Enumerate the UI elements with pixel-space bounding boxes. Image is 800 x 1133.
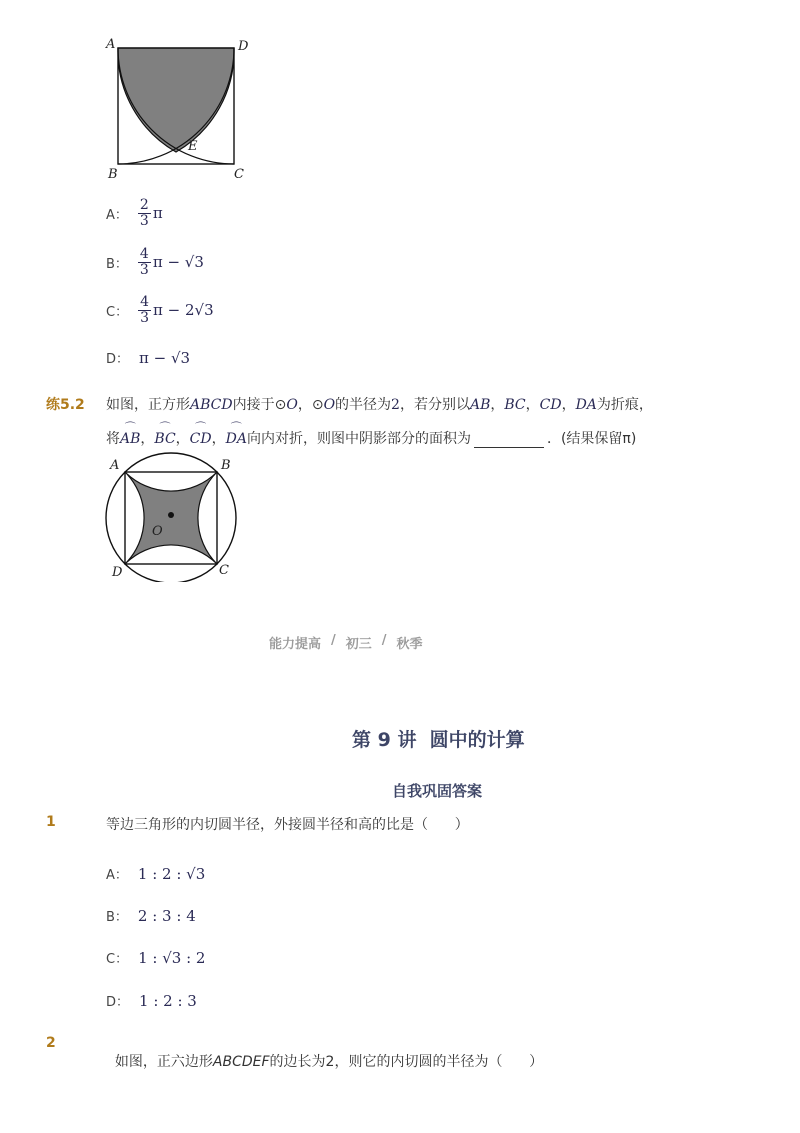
option-expr: π − √3: [139, 348, 191, 367]
label-d: D: [112, 565, 123, 580]
fraction: $\frac{2}{3}$: [139, 197, 149, 229]
label-e: E: [188, 139, 198, 154]
figure-circle-square: [100, 452, 245, 582]
option-expr: $\frac{2}{3}$ π: [139, 197, 163, 229]
label-b: B: [108, 167, 118, 182]
option-letter: C：: [106, 304, 129, 320]
exercise-tag: 练5.2: [46, 397, 85, 413]
question-number: 1: [46, 814, 56, 830]
shaded-region: [118, 48, 234, 152]
label-d: D: [238, 39, 249, 54]
option-c: [106, 295, 214, 325]
question-text: 等边三角形的内切圆半径，外接圆半径和高的比是（ ）: [106, 817, 469, 833]
page-footer: 能力提高 / 初三 / 秋季: [269, 633, 423, 652]
section-subtitle: 自我巩固答案: [392, 782, 483, 800]
question-number: 2: [46, 1035, 56, 1051]
q1-option-c: C： 1 : √3 : 2: [106, 948, 206, 967]
lecture-title: 第 9 讲 圆中的计算: [352, 729, 525, 751]
center-point: [168, 512, 174, 518]
label-a: A: [106, 37, 116, 52]
question-text: 如图，正六边形ABCDEF的边长为2，则它的内切圆的半径为（ ）: [114, 1054, 544, 1070]
option-d: [106, 348, 190, 367]
label-b: B: [221, 458, 231, 473]
exercise-line-1: 如图，正方形ABCD内接于⊙O，⊙O的半径为2，若分别以AB，BC，CD，DA为折痕，: [106, 397, 653, 413]
option-b: [106, 247, 204, 277]
option-expr: $\frac{4}{3}$ π − √3: [139, 246, 204, 278]
label-o: O: [152, 524, 163, 539]
option-expr: $\frac{4}{3}$ π − 2√3: [140, 294, 214, 326]
label-c: C: [234, 167, 244, 182]
figure-square-arcs: [100, 36, 260, 186]
fraction: $\frac{4}{3}$: [140, 294, 149, 326]
q1-option-b: B： 2 : 3 : 4: [106, 906, 196, 925]
option-a: [106, 198, 163, 228]
option-letter: D：: [106, 352, 130, 367]
answer-blank[interactable]: [474, 447, 544, 448]
option-letter: A：: [106, 207, 128, 223]
option-letter: B：: [106, 256, 128, 272]
fraction: $\frac{4}{3}$: [139, 246, 149, 278]
q1-option-d: D： 1 : 2 : 3: [106, 991, 197, 1010]
label-c: C: [219, 563, 229, 578]
q1-option-a: A： 1 : 2 : √3: [106, 864, 206, 883]
exercise-line-2: 将⌒ AB，⌒ BC，⌒ CD，⌒ DA向内对折，则图中阴影部分的面积为 ．(结果保留π): [106, 428, 636, 448]
label-a: A: [110, 458, 120, 473]
